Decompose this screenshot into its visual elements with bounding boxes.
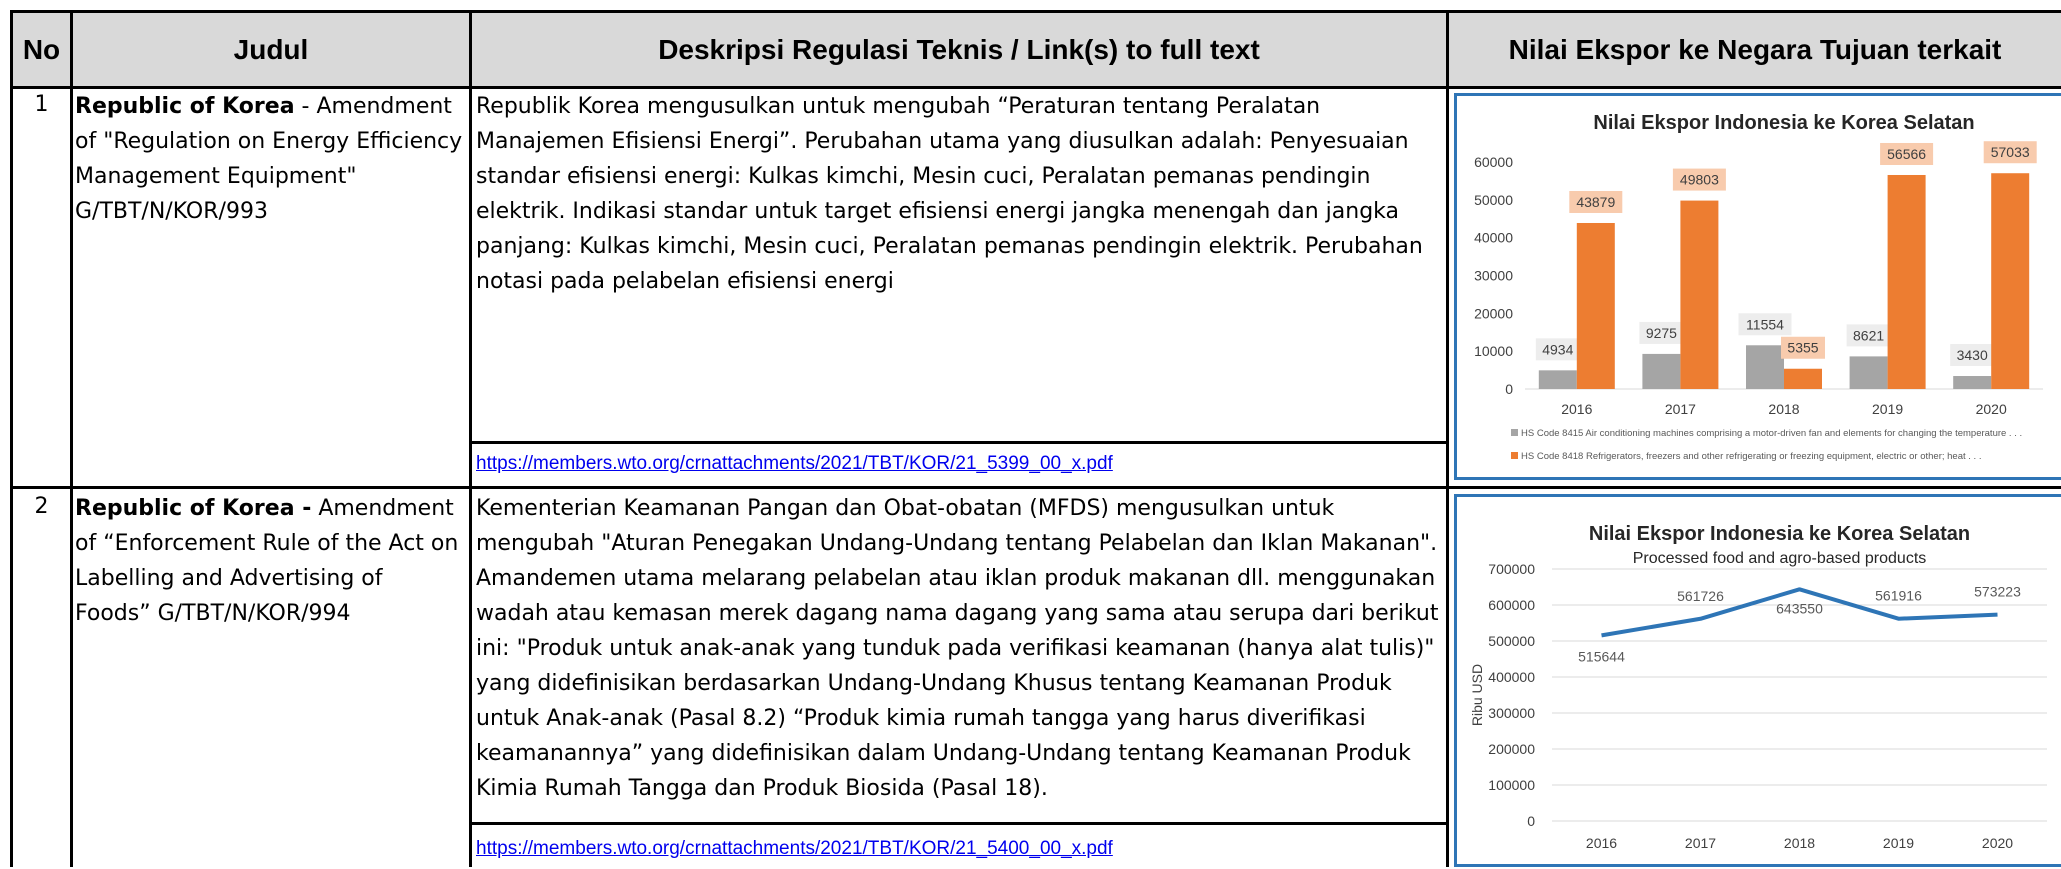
chart-1-title: Nilai Ekspor Indonesia ke Korea Selatan: [1593, 112, 1975, 134]
chart-1-data-label: 8621: [1853, 327, 1885, 344]
chart-2-title: Nilai Ekspor Indonesia ke Korea Selatan: [1588, 523, 1971, 545]
chart-1-data-label: 57033: [1990, 144, 2030, 161]
chart-2-data-label: 573223: [1974, 583, 2021, 600]
table-border-left: [10, 10, 13, 867]
chart-2-subtitle: Processed food and agro-based products: [1632, 550, 1927, 567]
row-2-country: Republic of Korea -: [75, 496, 312, 521]
chart-1-data-label: 43879: [1576, 193, 1616, 210]
bar-chart-box: [1454, 93, 2061, 480]
row-1-title: [75, 89, 465, 229]
header-nilai: Nilai Ekspor ke Negara Tujuan terkait: [1449, 13, 2061, 87]
chart-1-data-label: 11554: [1746, 316, 1784, 333]
col-divider-2: [469, 10, 472, 867]
row-1-link-divider: [469, 441, 1449, 444]
line-chart-box: [1454, 494, 2061, 867]
chart-2-data-label: 561726: [1677, 587, 1724, 604]
row-2-description: Kementerian Keamanan Pangan dan Obat-obatan (MFDS) mengusulkan untuk mengubah "Aturan Penegakan Undang-Undang tentang Pelabelan dan Iklan Makanan". Amandemen utama melarang pelabelan atau iklan produk makanan dll. menggunakan wadah atau kemasan merek dagang nama dagang yang sama atau serupa dari berikut ini: "Produk untuk anak-anak yang tunduk pada verifikasi keamanan (hanya alat tulis)" yang didefinisikan berdasarkan Undang-Undang Khusus tentang Keamanan Produk untuk Anak-anak (Pasal 8.2) “Produk kimia rumah tangga yang harus diverifikasi keamanannya” yang didefinisikan dalam Undang-Undang tentang Keamanan Produk Kimia Rumah Tangga dan Produk Biosida (Pasal 18).: [476, 496, 1439, 801]
chart-2-y-tick: 600000: [1488, 597, 1535, 613]
chart-1-legend-label: HS Code 8415 Air conditioning machines comprising a motor-driven fan and elements for changing the temperature . . .: [1521, 428, 2023, 439]
chart-2-y-axis-label: Ribu USD: [1469, 663, 1485, 727]
chart-1-data-label: 5355: [1787, 339, 1819, 356]
chart-2-x-tick: 2017: [1684, 835, 1717, 851]
chart-2-data-label: 515644: [1578, 648, 1625, 665]
chart-2-y-tick: 300000: [1488, 705, 1535, 721]
chart-1-bar: [1746, 345, 1784, 389]
header-border-bottom: [10, 86, 2061, 89]
chart-1-bar: [1850, 356, 1888, 389]
chart-1-y-tick: 50000: [1474, 191, 1513, 208]
chart-1-bar: [1680, 201, 1718, 389]
row-1-link[interactable]: https://members.wto.org/crnattachments/2021/TBT/KOR/21_5399_00_x.pdf: [476, 453, 1113, 474]
chart-2-y-tick: 0: [1527, 813, 1535, 829]
chart-1-y-tick: 0: [1505, 381, 1513, 397]
chart-2-x-tick: 2020: [1981, 835, 2014, 851]
chart-1-data-label: 56566: [1887, 145, 1927, 162]
chart-1-y-tick: 60000: [1474, 154, 1513, 170]
col-divider-1: [70, 10, 73, 867]
header-no: No: [13, 13, 70, 87]
row-2-number: 2: [34, 494, 49, 519]
chart-1-data-label: 4934: [1542, 341, 1574, 358]
chart-1-data-label: 3430: [1956, 347, 1988, 364]
chart-2-y-tick: 400000: [1488, 669, 1535, 685]
chart-2-data-label: 561916: [1875, 587, 1922, 604]
chart-2-y-tick: 700000: [1488, 561, 1535, 577]
chart-2-data-label: 643550: [1776, 600, 1823, 617]
row-2-title: [75, 491, 465, 631]
chart-1-legend-label: HS Code 8418 Refrigerators, freezers and other refrigerating or freezing equipment, electric or other; heat . . .: [1521, 451, 1982, 462]
chart-1-x-tick: 2018: [1768, 401, 1800, 417]
chart-1-y-tick: 20000: [1474, 305, 1513, 322]
chart-2-y-tick: 200000: [1488, 741, 1535, 757]
chart-1-x-tick: 2016: [1561, 401, 1593, 417]
chart-1-bar: [1991, 173, 2029, 389]
header-deskripsi: Deskripsi Regulasi Teknis / Link(s) to full text: [472, 13, 1446, 87]
chart-1-x-tick: 2017: [1664, 401, 1696, 417]
chart-1-bar: [1953, 376, 1991, 389]
chart-1-y-tick: 30000: [1474, 267, 1513, 284]
col-divider-3: [1446, 10, 1449, 867]
chart-1-data-label: 49803: [1679, 171, 1719, 188]
row-1-country: Republic of Korea: [75, 94, 295, 119]
chart-1-legend-swatch: [1511, 452, 1518, 459]
table-border-top: [10, 10, 2061, 13]
row-2-link-divider: [469, 822, 1449, 825]
chart-1-legend-swatch: [1511, 429, 1518, 436]
header-judul: Judul: [73, 13, 469, 87]
chart-1-bar: [1642, 354, 1680, 389]
chart-2-x-tick: 2019: [1882, 835, 1915, 851]
line-chart: [1457, 497, 2061, 864]
row-1-number: 1: [34, 92, 49, 117]
row-2-link[interactable]: https://members.wto.org/crnattachments/2021/TBT/KOR/21_5400_00_x.pdf: [476, 838, 1113, 859]
chart-1-y-tick: 40000: [1474, 229, 1513, 246]
chart-2-x-tick: 2018: [1783, 835, 1816, 851]
chart-1-bar: [1539, 370, 1577, 389]
chart-1-y-tick: 10000: [1474, 343, 1513, 360]
chart-2-y-tick: 500000: [1488, 633, 1535, 649]
chart-1-data-label: 9275: [1645, 324, 1677, 341]
chart-1-x-tick: 2019: [1872, 401, 1904, 417]
chart-1-bar: [1784, 369, 1822, 389]
chart-1-bar: [1577, 223, 1615, 389]
row-1-description: Republik Korea mengusulkan untuk mengubah “Peraturan tentang Peralatan Manajemen Efisiensi Energi”. Perubahan utama yang diusulkan adalah: Penyesuaian standar efisiensi energi: Kulkas kimchi, Mesin cuci, Peralatan pemanas pendingin elektrik. Indikasi standar untuk target efisiensi energi jangka menengah dan jangka panjang: Kulkas kimchi, Mesin cuci, Peralatan pemanas pendingin elektrik. Perubahan notasi pada pelabelan efisiensi energi: [476, 94, 1423, 294]
row-1-border-bottom: [10, 486, 2061, 489]
row-1-title-rest: - Amendment of "Regulation on Energy Efficiency Management Equipment" G/TBT/N/KOR/993: [75, 94, 463, 224]
chart-1-x-tick: 2020: [1975, 401, 2007, 417]
chart-2-y-tick: 100000: [1488, 777, 1535, 793]
chart-1-bar: [1888, 175, 1926, 389]
chart-2-x-tick: 2016: [1585, 835, 1618, 851]
row-2-title-rest: Amendment of “Enforcement Rule of the Act on Labelling and Advertising of Foods” G/TBT/N/KOR/994: [75, 496, 459, 626]
bar-chart: [1457, 96, 2061, 477]
